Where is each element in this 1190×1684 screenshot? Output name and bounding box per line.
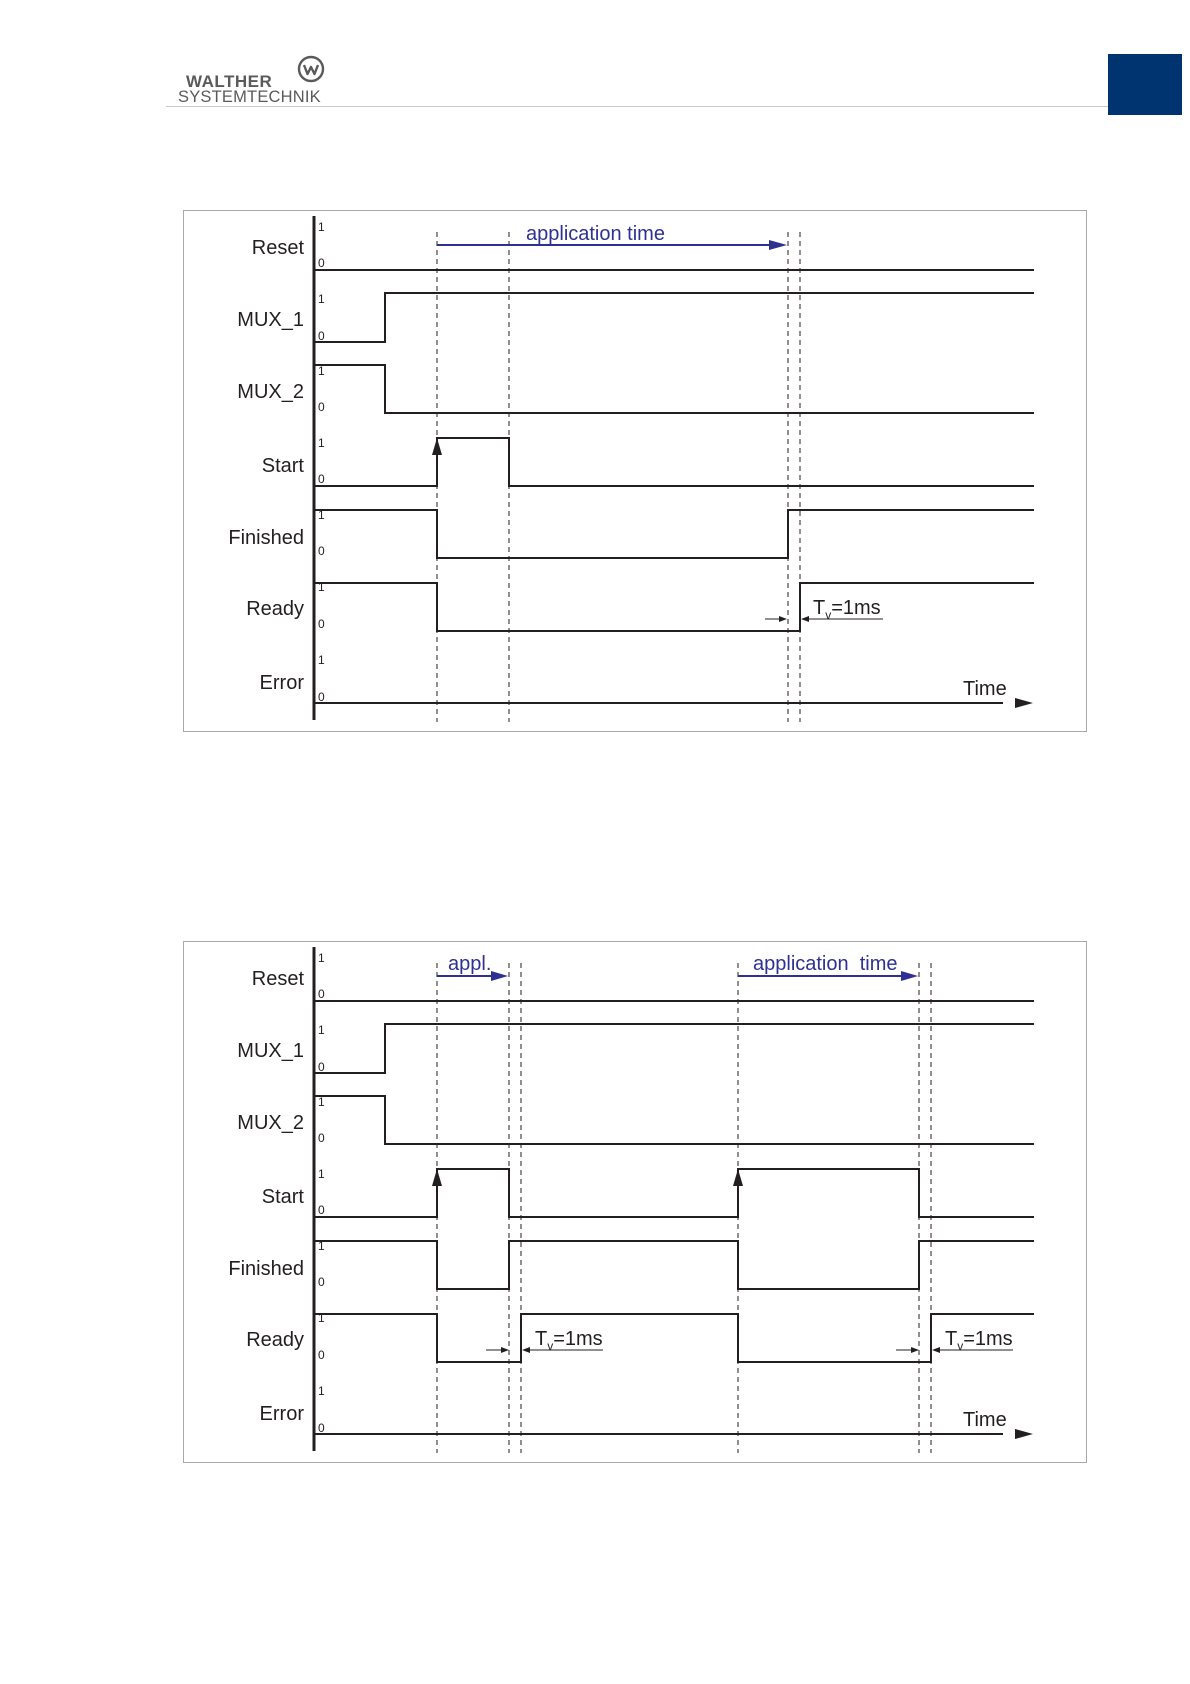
level-low-mux1: 0 xyxy=(318,1060,325,1074)
annotation-appl: appl. xyxy=(448,953,492,975)
time-axis-arrowhead xyxy=(1015,1429,1033,1439)
signal-label-mux2: MUX_2 xyxy=(237,381,304,403)
level-high-reset: 1 xyxy=(318,220,325,234)
level-low-finished: 0 xyxy=(318,1275,325,1289)
level-high-mux2: 1 xyxy=(318,1095,325,1109)
level-labels xyxy=(318,951,325,1435)
level-high-mux1: 1 xyxy=(318,1023,325,1037)
header-divider xyxy=(166,106,1108,107)
signal-label-start: Start xyxy=(261,1186,304,1208)
level-low-reset: 0 xyxy=(318,256,325,270)
waveform-finished xyxy=(314,510,1034,558)
level-high-start: 1 xyxy=(318,1167,325,1181)
level-high-start: 1 xyxy=(318,436,325,450)
signal-label-reset: Reset xyxy=(251,968,304,990)
signal-label-mux2: MUX_2 xyxy=(237,1112,304,1134)
waveform-mux1 xyxy=(314,293,1034,342)
waveform-mux2 xyxy=(314,365,1034,413)
level-low-ready: 0 xyxy=(318,617,325,631)
signal-label-finished: Finished xyxy=(228,1258,304,1280)
appl-arrowhead xyxy=(491,971,508,981)
level-high-reset: 1 xyxy=(318,951,325,965)
level-high-ready: 1 xyxy=(318,1311,325,1325)
tv-label-2: $T_v=1ms$ xyxy=(945,1328,1013,1353)
timing-diagram-1-svg xyxy=(183,210,1087,732)
waveform-finished xyxy=(314,1241,1034,1289)
level-high-error: 1 xyxy=(318,1384,325,1398)
level-low-start: 0 xyxy=(318,472,325,486)
time-axis-label: Time xyxy=(963,1409,1007,1431)
level-low-error: 0 xyxy=(318,690,325,704)
timing-diagram-1 xyxy=(183,210,1087,732)
waveform-mux1 xyxy=(314,1024,1034,1073)
time-markers xyxy=(437,232,800,722)
level-high-finished: 1 xyxy=(318,508,325,522)
w-circle-logo-icon xyxy=(296,54,326,84)
company-logo xyxy=(178,52,338,108)
application-time-arrowhead xyxy=(901,971,918,981)
start-rising-edge-arrowhead-1 xyxy=(432,1169,442,1186)
start-rising-edge-arrowhead-2 xyxy=(733,1169,743,1186)
level-high-mux1: 1 xyxy=(318,292,325,306)
level-high-error: 1 xyxy=(318,653,325,667)
level-low-mux1: 0 xyxy=(318,329,325,343)
signal-label-error: Error xyxy=(259,672,304,694)
brand-subtitle: SYSTEMTECHNIK xyxy=(178,88,321,106)
level-high-mux2: 1 xyxy=(318,364,325,378)
waveform-ready xyxy=(314,583,1034,631)
page-corner-tab xyxy=(1108,54,1182,115)
signal-label-ready: Ready xyxy=(246,1329,304,1351)
level-low-ready: 0 xyxy=(318,1348,325,1362)
level-high-ready: 1 xyxy=(318,580,325,594)
level-low-start: 0 xyxy=(318,1203,325,1217)
signal-label-mux1: MUX_1 xyxy=(237,1040,304,1062)
timing-diagram-2-svg xyxy=(183,941,1087,1463)
signal-label-start: Start xyxy=(261,455,304,477)
annotation-application-time: application time xyxy=(526,223,665,245)
time-markers xyxy=(437,963,931,1453)
time-axis-label: Time xyxy=(963,678,1007,700)
time-axis-arrowhead xyxy=(1015,698,1033,708)
level-low-reset: 0 xyxy=(318,987,325,1001)
level-low-error: 0 xyxy=(318,1421,325,1435)
level-low-finished: 0 xyxy=(318,544,325,558)
level-labels xyxy=(318,220,325,704)
tv-label-1: $T_v=1ms$ xyxy=(813,597,881,622)
level-low-mux2: 0 xyxy=(318,1131,325,1145)
waveform-mux2 xyxy=(314,1096,1034,1144)
signal-label-ready: Ready xyxy=(246,598,304,620)
waveform-start xyxy=(314,438,1034,486)
signal-label-reset: Reset xyxy=(251,237,304,259)
signal-label-error: Error xyxy=(259,1403,304,1425)
waveform-ready xyxy=(314,1314,1034,1362)
level-low-mux2: 0 xyxy=(318,400,325,414)
level-high-finished: 1 xyxy=(318,1239,325,1253)
application-time-arrowhead xyxy=(769,240,787,250)
signal-label-finished: Finished xyxy=(228,527,304,549)
tv-label-1: $T_v=1ms$ xyxy=(535,1328,603,1353)
start-rising-edge-arrowhead xyxy=(432,438,442,455)
brand-name: WALTHER xyxy=(186,72,273,91)
timing-diagram-2 xyxy=(183,941,1087,1463)
signal-label-mux1: MUX_1 xyxy=(237,309,304,331)
waveform-start xyxy=(314,1169,1034,1217)
annotation-application-time: application time xyxy=(753,953,898,975)
